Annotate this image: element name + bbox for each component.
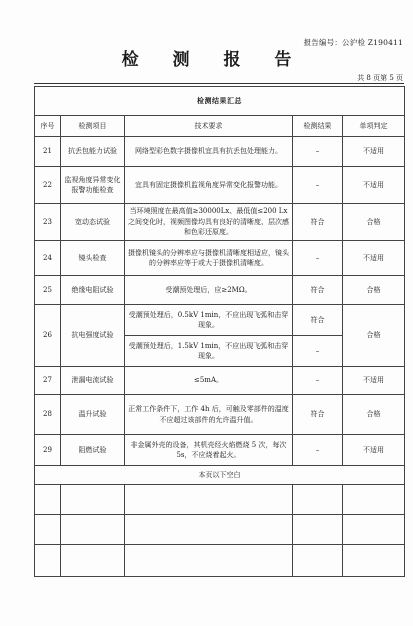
row-result: – (293, 241, 343, 276)
empty-cell (61, 485, 125, 515)
report-number: 报告编号：公沪检 Z190411 (303, 38, 403, 47)
row-no: 28 (35, 395, 61, 435)
row-verdict: 不适用 (343, 137, 405, 167)
blank-below-note: 本页以下空白 (35, 466, 405, 485)
section-title: 检测结果汇总 (35, 87, 405, 116)
col-header-requirement: 技术要求 (125, 116, 293, 137)
empty-cell (61, 515, 125, 545)
row-item: 宽动态试验 (61, 204, 125, 241)
row-verdict: 合格 (343, 305, 405, 367)
row-result-a: 符合 (293, 305, 343, 336)
table-row (35, 367, 405, 395)
row-requirement: ≤5mA。 (125, 367, 293, 395)
empty-row (35, 485, 405, 515)
row-verdict: 合格 (343, 395, 405, 435)
row-item: 抗丢包能力试验 (61, 137, 125, 167)
table-row (35, 137, 405, 167)
row-result: 符合 (293, 395, 343, 435)
row-item: 抗电强度试验 (61, 305, 125, 367)
empty-row (35, 545, 405, 577)
row-requirement: 网络型彩色数字摄像机宜具有抗丢包处理能力。 (125, 137, 293, 167)
row-verdict: 不适用 (343, 241, 405, 276)
row-result: – (293, 167, 343, 204)
col-header-verdict: 单项判定 (343, 116, 405, 137)
row-no: 22 (35, 167, 61, 204)
row-item: 阻燃试验 (61, 435, 125, 466)
row-no: 23 (35, 204, 61, 241)
empty-cell (293, 545, 343, 577)
header-divider (34, 83, 404, 84)
table-row (35, 241, 405, 276)
row-no: 27 (35, 367, 61, 395)
empty-cell (293, 515, 343, 545)
table-row (35, 276, 405, 305)
row-item: 泄漏电流试验 (61, 367, 125, 395)
row-verdict: 不适用 (343, 367, 405, 395)
row-no: 26 (35, 305, 61, 367)
table-row (35, 305, 405, 336)
row-item: 镜头检查 (61, 241, 125, 276)
row-verdict: 不适用 (343, 435, 405, 466)
table-row (35, 167, 405, 204)
row-requirement-b: 受潮预处理后，1.5kV 1min，不应出现飞弧和击穿现象。 (125, 336, 293, 367)
row-requirement: 当环境照度在最高值≥30000Lx、最低值≤200 Lx 之间变化时，视频图像均具有良好的清晰度、层次感和色彩还原度。 (125, 204, 293, 241)
empty-cell (293, 485, 343, 515)
row-result: – (293, 367, 343, 395)
col-header-item: 检测项目 (61, 116, 125, 137)
row-result-b: – (293, 336, 343, 367)
col-header-no: 序号 (35, 116, 61, 137)
empty-cell (343, 485, 405, 515)
empty-cell (343, 515, 405, 545)
row-result: 符合 (293, 204, 343, 241)
results-table (34, 86, 405, 577)
row-result: – (293, 435, 343, 466)
row-item: 监视角度异常变化报警功能检查 (61, 167, 125, 204)
row-requirement: 受潮预处理后，应≥2MΩ。 (125, 276, 293, 305)
empty-cell (125, 515, 293, 545)
empty-cell (61, 545, 125, 577)
row-result: – (293, 137, 343, 167)
table-row (35, 435, 405, 466)
empty-cell (35, 485, 61, 515)
row-requirement: 摄像机镜头的分辨率应与摄像机清晰度相适应，镜头的分辨率应等于或大于摄像机清晰度。 (125, 241, 293, 276)
row-no: 25 (35, 276, 61, 305)
row-requirement: 正常工作条件下，工作 4h 后，可触及零部件的温度不应超过该部件的允许温升值。 (125, 395, 293, 435)
row-requirement-a: 受潮预处理后，0.5kV 1min，不应出现飞弧和击穿现象。 (125, 305, 293, 336)
page-indicator: 共 8 页第 5 页 (357, 74, 403, 82)
table-header (35, 116, 405, 137)
empty-cell (343, 545, 405, 577)
empty-row (35, 515, 405, 545)
table-row (35, 395, 405, 435)
row-verdict: 合格 (343, 204, 405, 241)
row-requirement: 宜具有固定摄像机监视角度异常变化报警功能。 (125, 167, 293, 204)
row-verdict: 不适用 (343, 167, 405, 204)
row-item: 温升试验 (61, 395, 125, 435)
row-verdict: 合格 (343, 276, 405, 305)
table-row (35, 204, 405, 241)
row-item: 绝缘电阻试验 (61, 276, 125, 305)
row-no: 21 (35, 137, 61, 167)
empty-cell (35, 515, 61, 545)
report-title: 检 测 报 告 (121, 50, 306, 70)
empty-cell (125, 545, 293, 577)
row-result: 符合 (293, 276, 343, 305)
col-header-result: 检测结果 (293, 116, 343, 137)
empty-cell (35, 545, 61, 577)
row-no: 29 (35, 435, 61, 466)
row-no: 24 (35, 241, 61, 276)
empty-cell (125, 485, 293, 515)
row-requirement: 非金属外壳的设备，其机壳经火焰燃烧 5 次，每次 5s，不应烧着起火。 (125, 435, 293, 466)
